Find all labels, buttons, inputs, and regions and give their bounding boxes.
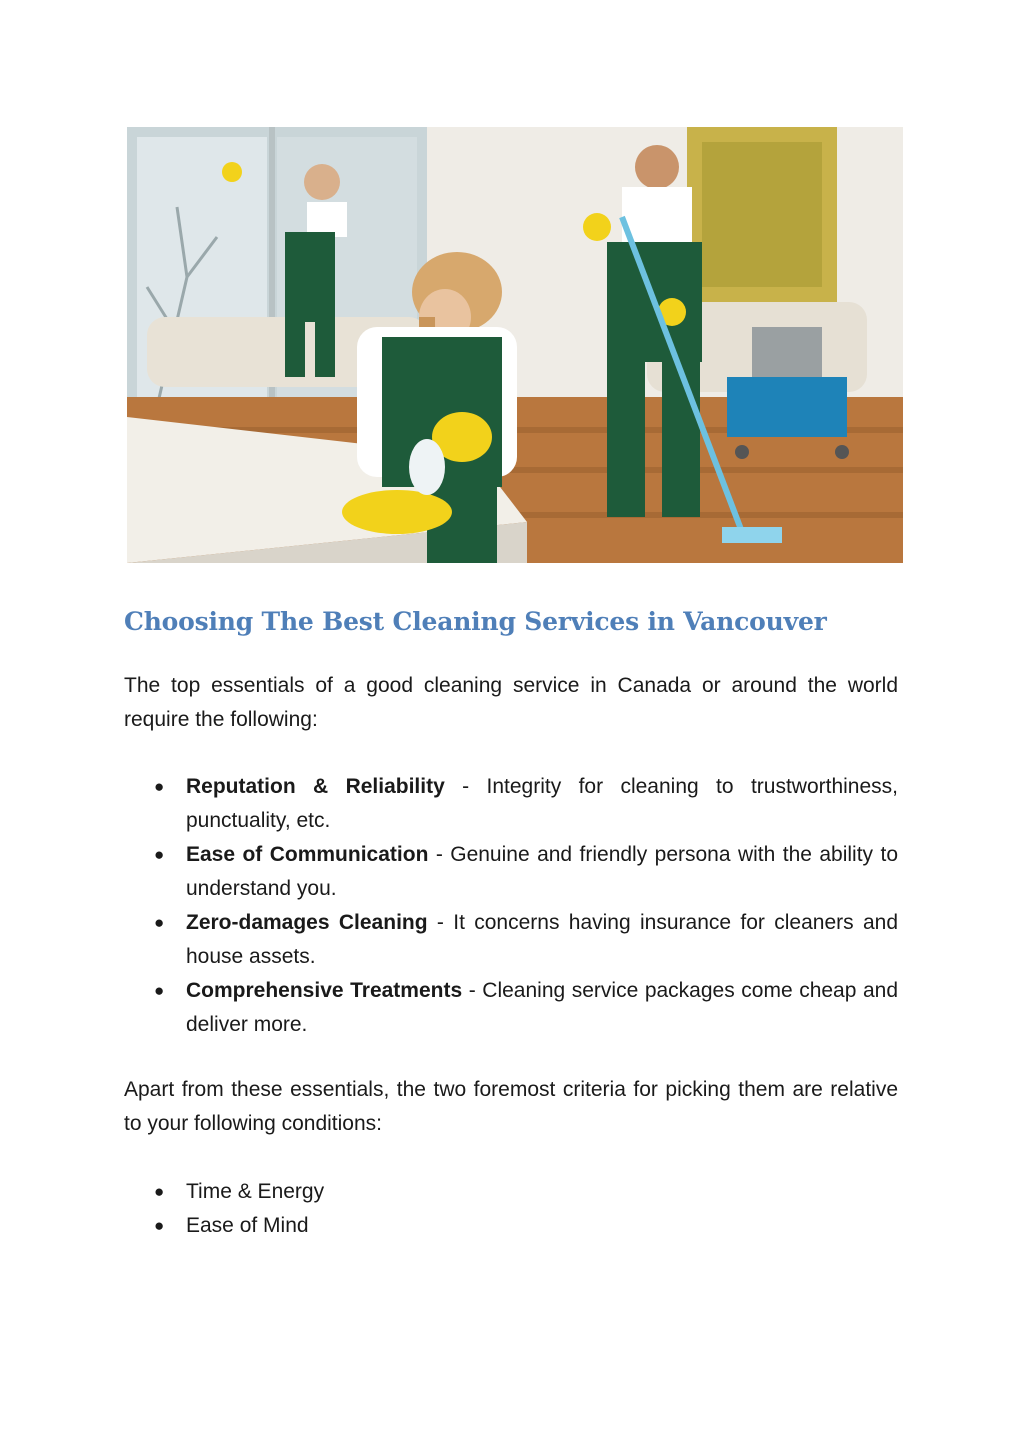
list-item-desc: - Cleaning service packages come cheap and deliver more.	[186, 979, 899, 1036]
list-item-term: Comprehensive Treatments	[186, 979, 463, 1002]
criteria-list	[124, 1175, 898, 1243]
list-item-term: Zero-damages Cleaning	[186, 911, 428, 934]
bullet-icon: ●	[154, 981, 165, 1000]
list-item	[124, 770, 898, 838]
bullet-icon: ●	[154, 1216, 165, 1235]
list-item-desc: - It concerns having insurance for cleaners and house assets.	[186, 911, 898, 968]
list-item-desc: - Genuine and friendly persona with the ability to understand you.	[186, 843, 898, 900]
cleaning-staff-photo	[127, 127, 903, 563]
bullet-icon: ●	[154, 845, 165, 864]
list-item	[124, 1175, 898, 1209]
bullet-icon: ●	[154, 1182, 165, 1201]
criteria-paragraph: Apart from these essentials, the two foremost criteria for picking them are relative to your following conditions:	[124, 1078, 898, 1135]
essentials-list	[124, 770, 898, 1042]
list-item	[124, 1209, 898, 1243]
list-item	[124, 974, 898, 1042]
bullet-icon: ●	[154, 777, 165, 796]
list-item-term: Ease of Communication	[186, 843, 429, 866]
list-item	[124, 838, 898, 906]
list-item-term: Reputation & Reliability	[186, 775, 445, 798]
intro-paragraph: The top essentials of a good cleaning service in Canada or around the world require the following:	[124, 674, 898, 731]
list-item-label: Ease of Mind	[186, 1214, 309, 1237]
list-item-label: Time & Energy	[186, 1180, 325, 1203]
list-item-desc: - Integrity for cleaning to trustworthiness, punctuality, etc.	[186, 775, 898, 832]
article-title: Choosing The Best Cleaning Services in Vancouver	[124, 607, 827, 636]
bullet-icon: ●	[154, 913, 165, 932]
list-item	[124, 906, 898, 974]
